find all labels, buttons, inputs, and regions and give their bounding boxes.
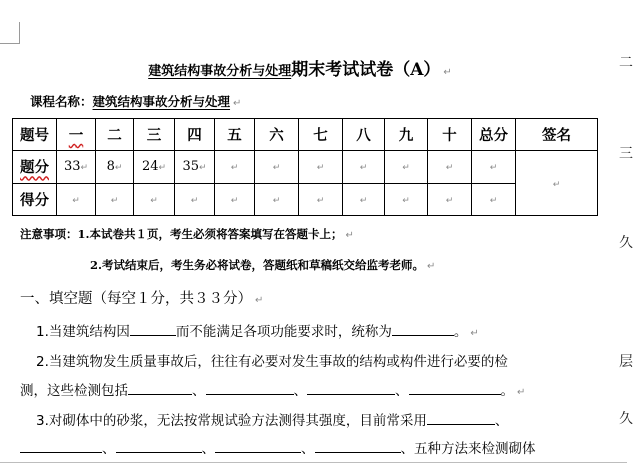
points-cell: 35↵ [175,151,215,183]
score-cell[interactable]: ↵ [428,183,472,215]
page-corner-mark [0,22,20,44]
points-cell: ↵ [299,151,343,183]
answer-blank[interactable] [215,441,301,453]
paragraph-mark-icon: ↵ [427,261,436,272]
column-header: 二 [96,119,134,151]
column-header: 六 [255,119,299,151]
answer-blank[interactable] [20,441,102,453]
column-header: 八 [343,119,385,151]
question-1: 1.当建筑结构因 而不能满足各项功能要求时，统称为 。 ↵ [36,324,479,340]
right-page-fragment: 层 [619,354,633,370]
score-cell[interactable]: ↵ [96,183,134,215]
answer-blank[interactable] [206,383,294,395]
points-cell: ↵ [343,151,385,183]
paragraph-mark-icon: ↵ [345,230,354,241]
title-main-part: 期末考试试卷（A） [291,60,441,80]
answer-blank[interactable] [307,383,395,395]
answer-blank[interactable] [128,383,192,395]
column-header: 五 [215,119,255,151]
score-cell[interactable]: ↵ [57,183,96,215]
title-course-part: 建筑结构事故分析与处理 [148,64,292,79]
row-label: 题分 [13,151,57,183]
row-label: 得分 [13,183,57,215]
section-heading: 一、填空题（每空１分，共３３分） ↵ [20,291,264,307]
column-header: 十 [428,119,472,151]
column-header: 七 [299,119,343,151]
row-label: 题号 [13,119,57,151]
column-header: 九 [385,119,428,151]
right-page-fragment: 二 [619,55,633,71]
score-row [13,183,598,215]
points-cell: ↵ [385,151,428,183]
right-page-fragment: 久 [619,235,633,251]
paragraph-mark-icon: ↵ [233,98,242,109]
answer-blank[interactable] [130,324,176,336]
paragraph-mark-icon: ↵ [443,67,452,78]
sign-cell[interactable]: ↵ [516,151,598,216]
points-cell: ↵ [255,151,299,183]
right-page-fragment: 久 [619,411,633,427]
question-number-row [13,119,598,151]
course-name: 建筑结构事故分析与处理 [92,94,231,109]
paragraph-mark-icon: ↵ [255,295,264,306]
column-header: 四 [175,119,215,151]
score-cell[interactable]: ↵ [215,183,255,215]
question-2-line-2: 测，这些检测包括 、 、 、 。 ↵ [20,383,526,399]
answer-blank[interactable] [116,441,202,453]
points-cell: ↵ [215,151,255,183]
column-header: 总分 [472,119,516,151]
question-3-line-2: 、 、 、 、五种方法来检测砌体 [20,437,536,457]
notice-line-2: 2.考试结束后，考生务必将试卷，答题纸和草稿纸交给监考老师。 ↵ [90,258,436,272]
paragraph-mark-icon: ↵ [470,328,479,339]
answer-blank[interactable] [409,383,501,395]
points-cell: 8↵ [96,151,134,183]
score-cell[interactable]: ↵ [299,183,343,215]
course-label: 课程名称： [30,94,93,109]
points-row [13,151,598,183]
sign-header: 签名 [516,119,598,151]
column-header: 一 [57,119,96,151]
points-cell: ↵ [428,151,472,183]
score-cell[interactable]: ↵ [472,183,516,215]
score-table [12,118,598,216]
question-2-line-1: 2.当建筑物发生质量事故后，往往有必要对发生事故的结构或构件进行必要的检 [36,354,508,370]
answer-blank[interactable] [315,441,401,453]
answer-blank[interactable] [427,413,495,425]
exam-title [0,55,600,80]
score-cell[interactable]: ↵ [134,183,175,215]
right-page-fragment: 三 [619,146,633,162]
paragraph-mark-icon: ↵ [517,387,526,398]
score-cell[interactable]: ↵ [343,183,385,215]
notice-line-1: 注意事项：1.本试卷共１页，考生必须将答案填写在答题卡上； ↵ [20,227,354,241]
points-cell: ↵ [472,151,516,183]
course-name-line [30,92,241,110]
score-cell[interactable]: ↵ [385,183,428,215]
points-cell: 24↵ [134,151,175,183]
points-cell: 33↵ [57,151,96,183]
question-3-line-1: 3.对砌体中的砂浆，无法按常规试验方法测得其强度，目前常采用 、 [36,413,509,429]
score-cell[interactable]: ↵ [255,183,299,215]
column-header: 三 [134,119,175,151]
answer-blank[interactable] [392,324,454,336]
page-bottom-edge [0,462,627,464]
score-cell[interactable]: ↵ [175,183,215,215]
